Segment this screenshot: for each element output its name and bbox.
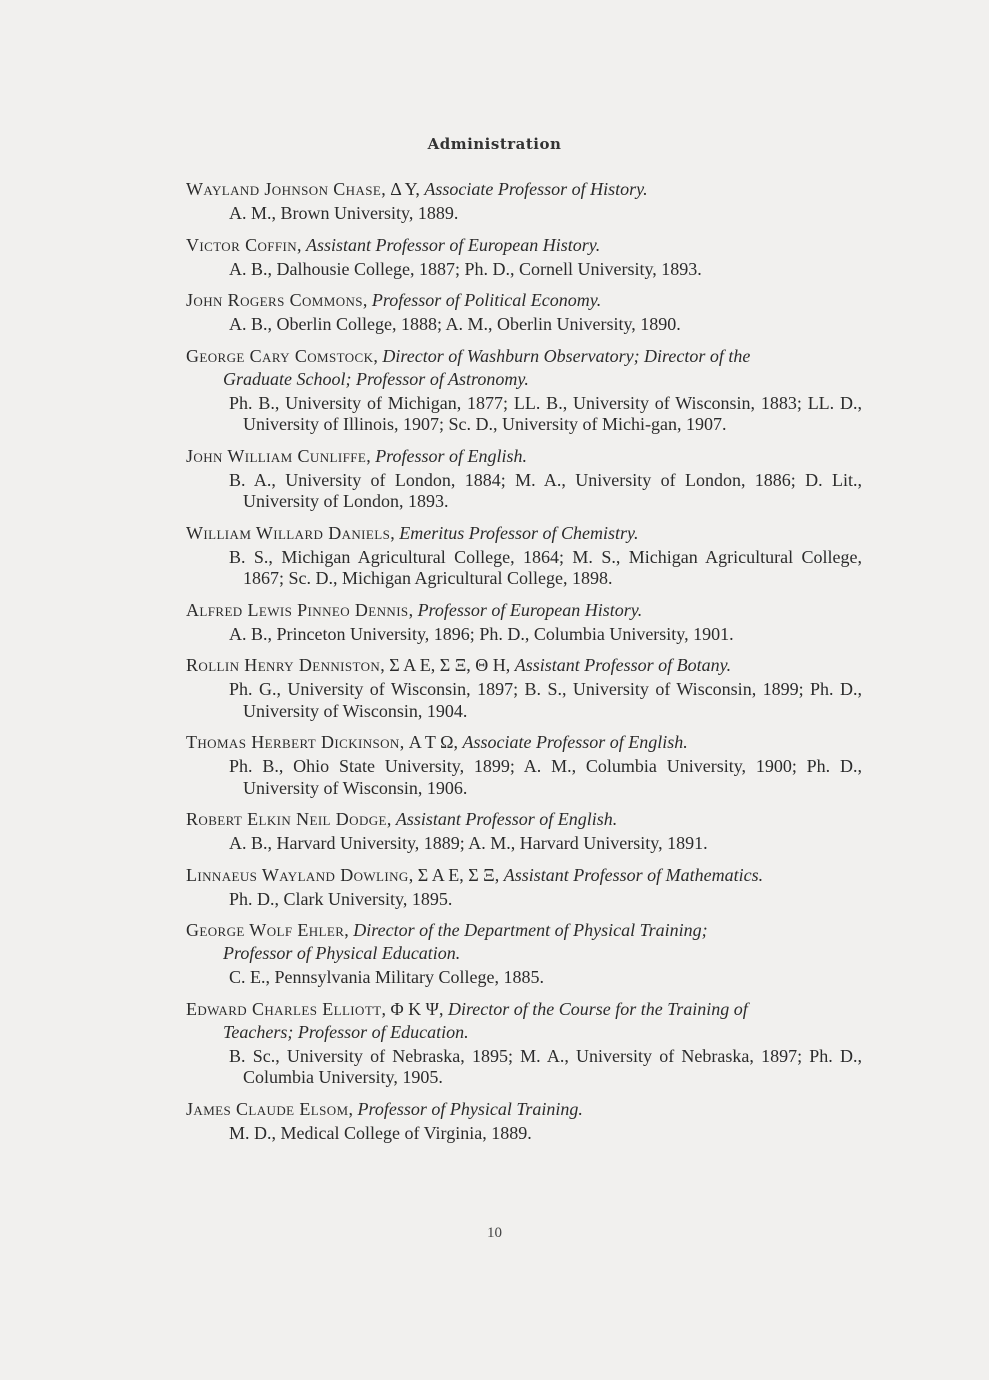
separator: ,: [381, 179, 391, 199]
entry-heading: [186, 289, 862, 312]
faculty-degrees: A. B., Dalhousie College, 1887; Ph. D., Cornell University, 1893.: [229, 258, 702, 279]
faculty-degrees: Ph. D., Clark University, 1895.: [229, 888, 453, 909]
faculty-entry: [186, 654, 862, 722]
fraternity-letters: Α Τ Ω: [408, 732, 454, 752]
faculty-title-continued: Teachers; Professor of Education.: [223, 1021, 469, 1042]
faculty-title: Associate Professor of English.: [462, 732, 688, 752]
faculty-title-continued: Graduate School; Professor of Astronomy.: [223, 368, 529, 389]
faculty-entry: [186, 178, 862, 225]
entry-heading: [186, 864, 862, 887]
entry-heading: [186, 654, 862, 677]
faculty-title-continued: Professor of Physical Education.: [223, 943, 461, 963]
separator: ,: [408, 599, 418, 620]
faculty-entry: [186, 234, 862, 281]
separator: ,: [408, 864, 418, 885]
separator: ,: [505, 655, 515, 675]
faculty-entry: [186, 445, 862, 513]
entry-heading: [186, 599, 862, 622]
faculty-degrees: A. B., Oberlin College, 1888; A. M., Oberlin University, 1890.: [229, 314, 681, 334]
faculty-title: Associate Professor of History.: [424, 179, 648, 199]
separator: ,: [399, 732, 409, 752]
faculty-name: Linnaeus Wayland Dowling: [186, 864, 409, 885]
faculty-degrees: Ph. B., Ohio State University, 1899; A. M., Columbia University, 1900; Ph. D., University of Wisconsin, 1906.: [229, 756, 862, 798]
faculty-list: [186, 178, 862, 1153]
faculty-entry: [186, 998, 862, 1089]
separator: ,: [297, 234, 307, 255]
entry-heading: [186, 808, 862, 831]
faculty-name: Alfred Lewis Pinneo Dennis: [186, 599, 409, 620]
faculty-name: Thomas Herbert Dickinson: [186, 732, 400, 752]
faculty-entry: [186, 599, 862, 646]
faculty-name: Rollin Henry Denniston: [186, 655, 381, 675]
faculty-name: Victor Coffin: [186, 234, 298, 255]
faculty-degrees: M. D., Medical College of Virginia, 1889.: [229, 1122, 532, 1143]
faculty-title: Director of the Department of Physical Training;: [353, 920, 708, 940]
separator: ,: [373, 345, 383, 366]
faculty-entry: [186, 289, 862, 336]
faculty-entry: [186, 919, 862, 989]
faculty-name: Edward Charles Elliott: [186, 998, 382, 1019]
faculty-degrees: A. B., Princeton University, 1896; Ph. D., Columbia University, 1901.: [229, 623, 734, 644]
separator: ,: [415, 179, 425, 199]
entry-heading: [186, 522, 862, 545]
fraternity-letters: Σ Α Ε, Σ Ξ, Θ Η: [389, 655, 506, 675]
faculty-name: William Willard Daniels: [186, 522, 391, 543]
faculty-title: Director of Washburn Observatory; Director of the: [382, 345, 751, 366]
faculty-entry: [186, 1098, 862, 1145]
separator: ,: [494, 864, 504, 885]
faculty-title: Assistant Professor of English.: [395, 809, 618, 829]
faculty-title: Director of the Course for the Training of: [447, 998, 748, 1019]
separator: ,: [386, 809, 396, 829]
faculty-title: Professor of European History.: [417, 599, 643, 620]
faculty-name: George Cary Comstock: [186, 345, 374, 366]
fraternity-letters: Σ Α Ε, Σ Ξ: [417, 864, 495, 885]
faculty-degrees: Ph. B., University of Michigan, 1877; LL. B., University of Wisconsin, 1883; LL. D., University of Illinois, 1907; Sc. D., University of Michi-gan, 1907.: [229, 392, 862, 434]
faculty-entry: [186, 731, 862, 799]
faculty-title: Assistant Professor of European History.: [306, 234, 601, 255]
faculty-title: Emeritus Professor of Chemistry.: [399, 522, 639, 543]
entry-heading: [186, 345, 862, 368]
faculty-name: Wayland Johnson Chase: [186, 179, 382, 199]
faculty-title: Professor of English.: [375, 445, 528, 466]
separator: ,: [381, 998, 391, 1019]
fraternity-letters: Φ Κ Ψ: [390, 998, 439, 1019]
faculty-name: John William Cunliffe: [186, 445, 367, 466]
faculty-name: Robert Elkin Neil Dodge: [186, 809, 387, 829]
faculty-title: Assistant Professor of Botany.: [514, 655, 732, 675]
faculty-title: Assistant Professor of Mathematics.: [503, 864, 764, 885]
faculty-name: George Wolf Ehler: [186, 920, 345, 940]
entry-heading: [186, 998, 862, 1021]
faculty-entry: [186, 808, 862, 855]
separator: ,: [348, 1098, 358, 1119]
separator: ,: [390, 522, 400, 543]
faculty-degrees: B. S., Michigan Agricultural College, 1864; M. S., Michigan Agricultural College, 1867; Sc. D., Michigan Agricultural College, 1898.: [229, 546, 862, 588]
faculty-degrees: Ph. G., University of Wisconsin, 1897; B. S., University of Wisconsin, 1899; Ph. D., University of Wisconsin, 1904.: [229, 679, 862, 721]
entry-heading: [186, 919, 862, 942]
separator: ,: [438, 998, 448, 1019]
faculty-degrees: B. A., University of London, 1884; M. A., University of London, 1886; D. Lit., University of London, 1893.: [229, 469, 862, 511]
faculty-entry: [186, 864, 862, 911]
faculty-title: Professor of Political Economy.: [371, 290, 602, 310]
entry-heading: [186, 234, 862, 257]
faculty-entry: [186, 522, 862, 590]
entry-heading: [186, 731, 862, 754]
running-head: Administration: [427, 135, 562, 153]
faculty-degrees: C. E., Pennsylvania Military College, 1885.: [229, 967, 544, 987]
entry-heading: [186, 1098, 862, 1121]
separator: ,: [344, 920, 354, 940]
separator: ,: [366, 445, 376, 466]
page-number: 10: [487, 1225, 502, 1241]
faculty-name: James Claude Elsom: [186, 1098, 349, 1119]
entry-heading: [186, 178, 862, 201]
faculty-entry: [186, 345, 862, 436]
separator: ,: [453, 732, 463, 752]
entry-heading: [186, 445, 862, 468]
faculty-title: Professor of Physical Training.: [357, 1098, 583, 1119]
faculty-degrees: B. Sc., University of Nebraska, 1895; M. A., University of Nebraska, 1897; Ph. D., Columbia University, 1905.: [229, 1045, 862, 1087]
separator: ,: [380, 655, 390, 675]
faculty-name: John Rogers Commons: [186, 290, 363, 310]
faculty-degrees: A. B., Harvard University, 1889; A. M., Harvard University, 1891.: [229, 833, 708, 853]
fraternity-letters: Δ Υ: [390, 179, 416, 199]
separator: ,: [362, 290, 372, 310]
faculty-degrees: A. M., Brown University, 1889.: [229, 203, 459, 223]
